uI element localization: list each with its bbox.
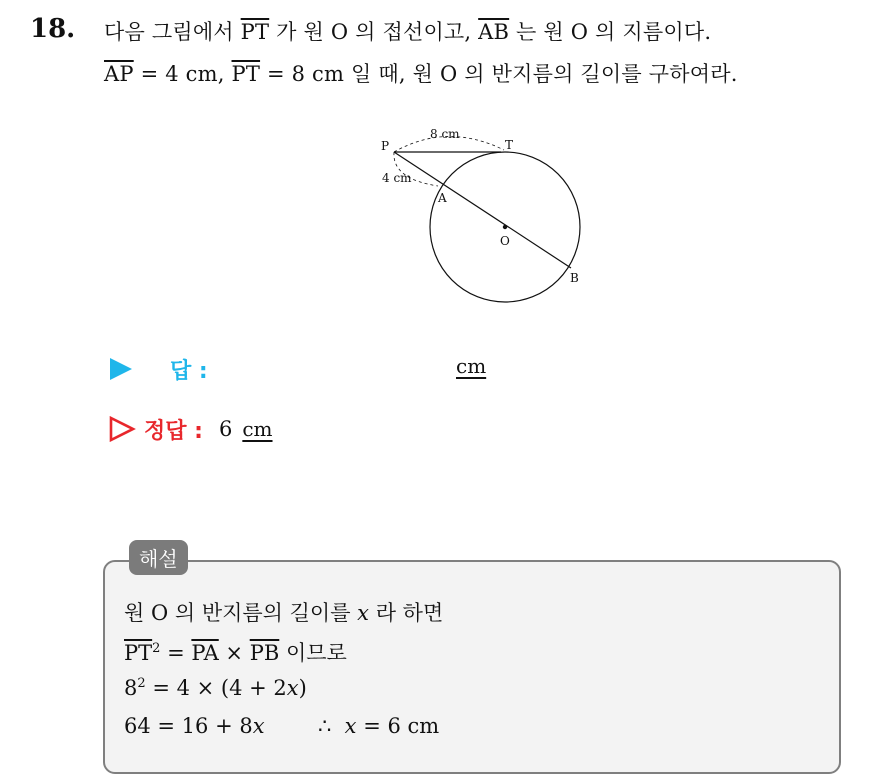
center-dot	[503, 225, 507, 229]
answer-label: 답 :	[170, 358, 208, 384]
solution-line-2	[124, 637, 347, 667]
label-pt-length: 8 cm	[430, 127, 460, 141]
solution-line-3	[124, 676, 307, 700]
segment-ab: $\overline{AB}$	[478, 20, 510, 44]
segment-pt: $\overline{PT}$	[124, 641, 153, 665]
label-p: P	[381, 139, 390, 153]
solution-line-4	[124, 714, 439, 738]
solution-tag: 해설	[129, 540, 188, 575]
variable-x: x	[286, 676, 299, 700]
solution-text: =	[160, 641, 192, 665]
solution-text: = 6 cm	[356, 714, 440, 738]
solution-text: )	[298, 676, 307, 700]
solution-line-1	[124, 597, 443, 627]
correct-unit: cm	[242, 417, 273, 441]
solution-text: 원 O 의 반지름의 길이를	[124, 601, 358, 625]
segment-pt: $\overline{PT}$	[231, 62, 261, 86]
label-ap-length: 4 cm	[382, 171, 412, 185]
correct-label: 정답 :	[144, 418, 203, 444]
segment-ap: $\overline{AP}$	[104, 62, 134, 86]
question-text: 다음 그림에서	[104, 20, 241, 44]
solution-text: = 4 × (4 + 2	[145, 676, 287, 700]
segment-pa: $\overline{PA}$	[191, 641, 219, 665]
question-text: = 8 cm 일 때, 원 O 의 반지름의 길이를 구하여라.	[260, 62, 738, 86]
therefore-symbol: ∴	[264, 714, 345, 738]
correct-value: 6	[218, 417, 233, 441]
solution-text: 64 = 16 + 8	[124, 714, 253, 738]
exponent: 2	[137, 676, 146, 691]
question-text-line-2	[104, 58, 738, 88]
label-a: A	[438, 191, 447, 205]
label-o: O	[500, 234, 510, 248]
solution-text: ×	[218, 641, 250, 665]
secant-pab	[394, 152, 571, 268]
segment-pb: $\overline{PB}$	[249, 641, 280, 665]
exponent: 2	[152, 641, 161, 656]
label-t: T	[505, 138, 514, 152]
segment-pt: $\overline{PT}$	[240, 20, 270, 44]
question-text: = 4 cm,	[133, 62, 232, 86]
question-text-line-1	[104, 16, 711, 46]
correct-answer-row	[108, 412, 273, 446]
answer-unit: cm	[456, 354, 487, 378]
outline-arrow-icon	[108, 416, 136, 442]
play-arrow-icon	[108, 357, 134, 381]
solution-text: 이므로	[279, 641, 347, 665]
variable-x: x	[357, 601, 370, 625]
question-text: 는 원 O 의 지름이다.	[509, 20, 712, 44]
solution-box	[103, 560, 841, 774]
solution-text: 라 하면	[369, 601, 444, 625]
question-number: 18.	[30, 14, 76, 44]
variable-x: x	[344, 714, 357, 738]
variable-x: x	[252, 714, 265, 738]
answer-row	[108, 352, 208, 386]
question-text: 가 원 O 의 접선이고,	[269, 20, 479, 44]
geometry-figure	[372, 124, 592, 314]
solution-text: 8	[124, 676, 138, 700]
label-b: B	[570, 271, 579, 285]
